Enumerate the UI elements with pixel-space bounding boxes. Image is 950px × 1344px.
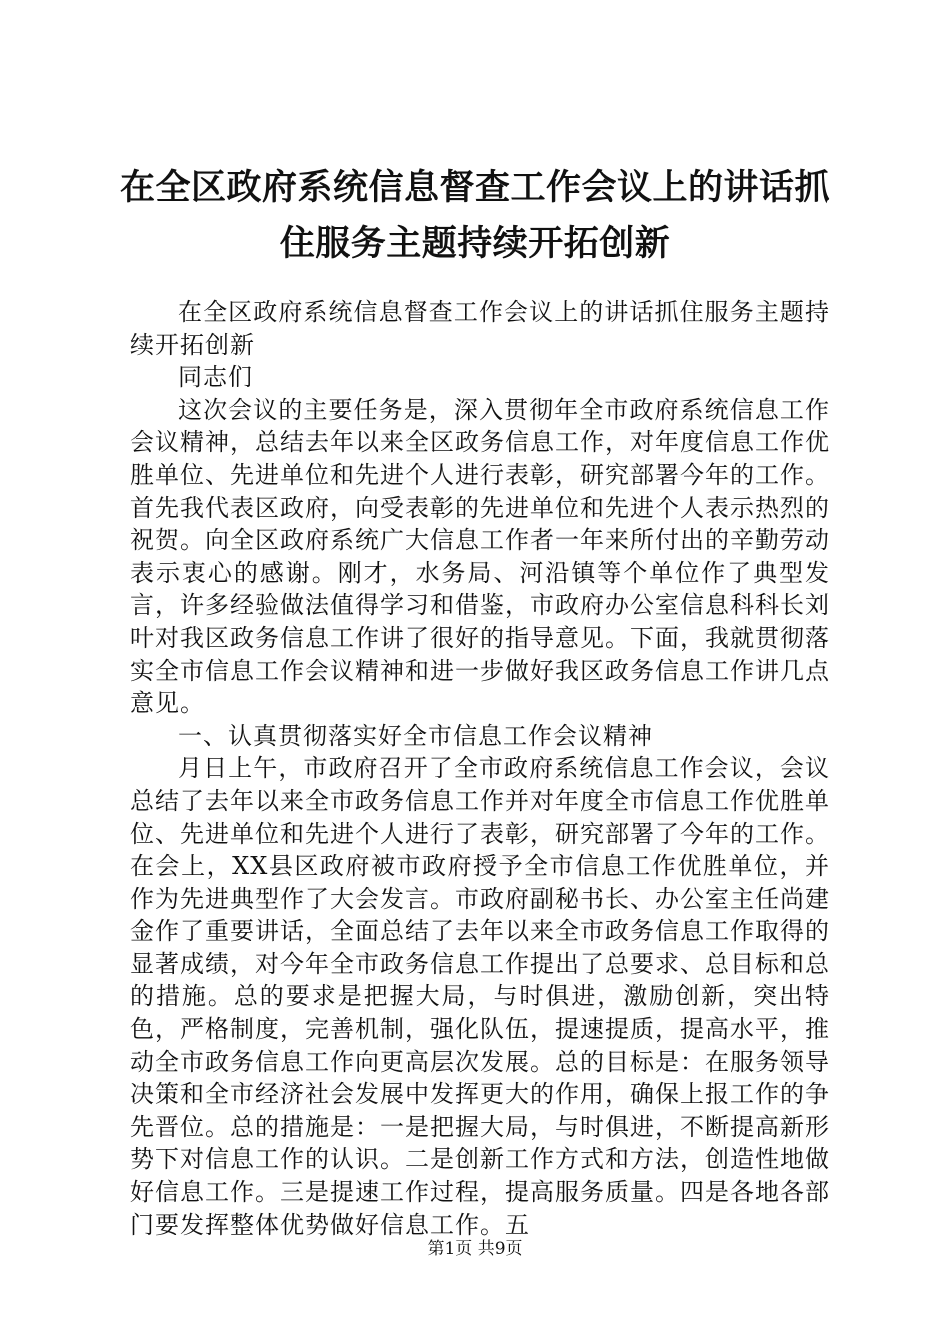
body-paragraph-section-1: 月日上午，市政府召开了全市政府系统信息工作会议，会议总结了去年以来全市政务信息工作并对年度全市信息工作优胜单位、先进单位和先进个人进行了表彰，研究部署了今年的工作。在会上，XX县区政府被市政府授予全市信息工作优胜单位，并作为先进典型作了大会发言。市政府副秘书长、办公室主任尚建金作了重要讲话，全面总结了去年以来全市政务信息工作取得的显著成绩，对今年全市政务信息工作提出了总要求、总目标和总的措施。总的要求是把握大局，与时俱进，激励创新，突出特色，严格制度，完善机制，强化队伍，提速提质，提高水平，推动全市政务信息工作向更高层次发展。总的目标是：在服务领导决策和全市经济社会发展中发挥更大的作用，确保上报工作的争先晋位。总的措施是：一是把握大局，与时俱进，不断提高新形势下对信息工作的认识。二是创新工作方式和方法，创造性地做好信息工作。三是提速工作过程，提高服务质量。四是各地各部门要发挥整体优势做好信息工作。五: [130, 754, 830, 1239]
document-title: 在全区政府系统信息督查工作会议上的讲话抓住服务主题持续开拓创新: [120, 168, 831, 264]
body-paragraph-salutation: 同志们: [178, 363, 253, 392]
body-paragraph-intro: 这次会议的主要任务是，深入贯彻年全市政府系统信息工作会议精神，总结去年以来全区政务信息工作，对年度信息工作优胜单位、先进单位和先进个人进行表彰，研究部署今年的工作。首先我代表区政府，向受表彰的先进单位和先进个人表示热烈的祝贺。向全区政府系统广大信息工作者一年来所付出的辛勤劳动表示衷心的感谢。刚才，水务局、河沿镇等个单位作了典型发言，许多经验做法值得学习和借鉴，市政府办公室信息科科长刘叶对我区政务信息工作讲了很好的指导意见。下面，我就贯彻落实全市信息工作会议精神和进一步做好我区政务信息工作讲几点意见。: [130, 395, 830, 718]
document-body: [130, 296, 830, 1241]
section-heading-1: 一、认真贯彻落实好全市信息工作会议精神: [178, 721, 653, 750]
page-number-footer: 第1页 共9页: [427, 1239, 523, 1259]
body-paragraph-repeated-title: 在全区政府系统信息督查工作会议上的讲话抓住服务主题持续开拓创新: [130, 298, 830, 359]
